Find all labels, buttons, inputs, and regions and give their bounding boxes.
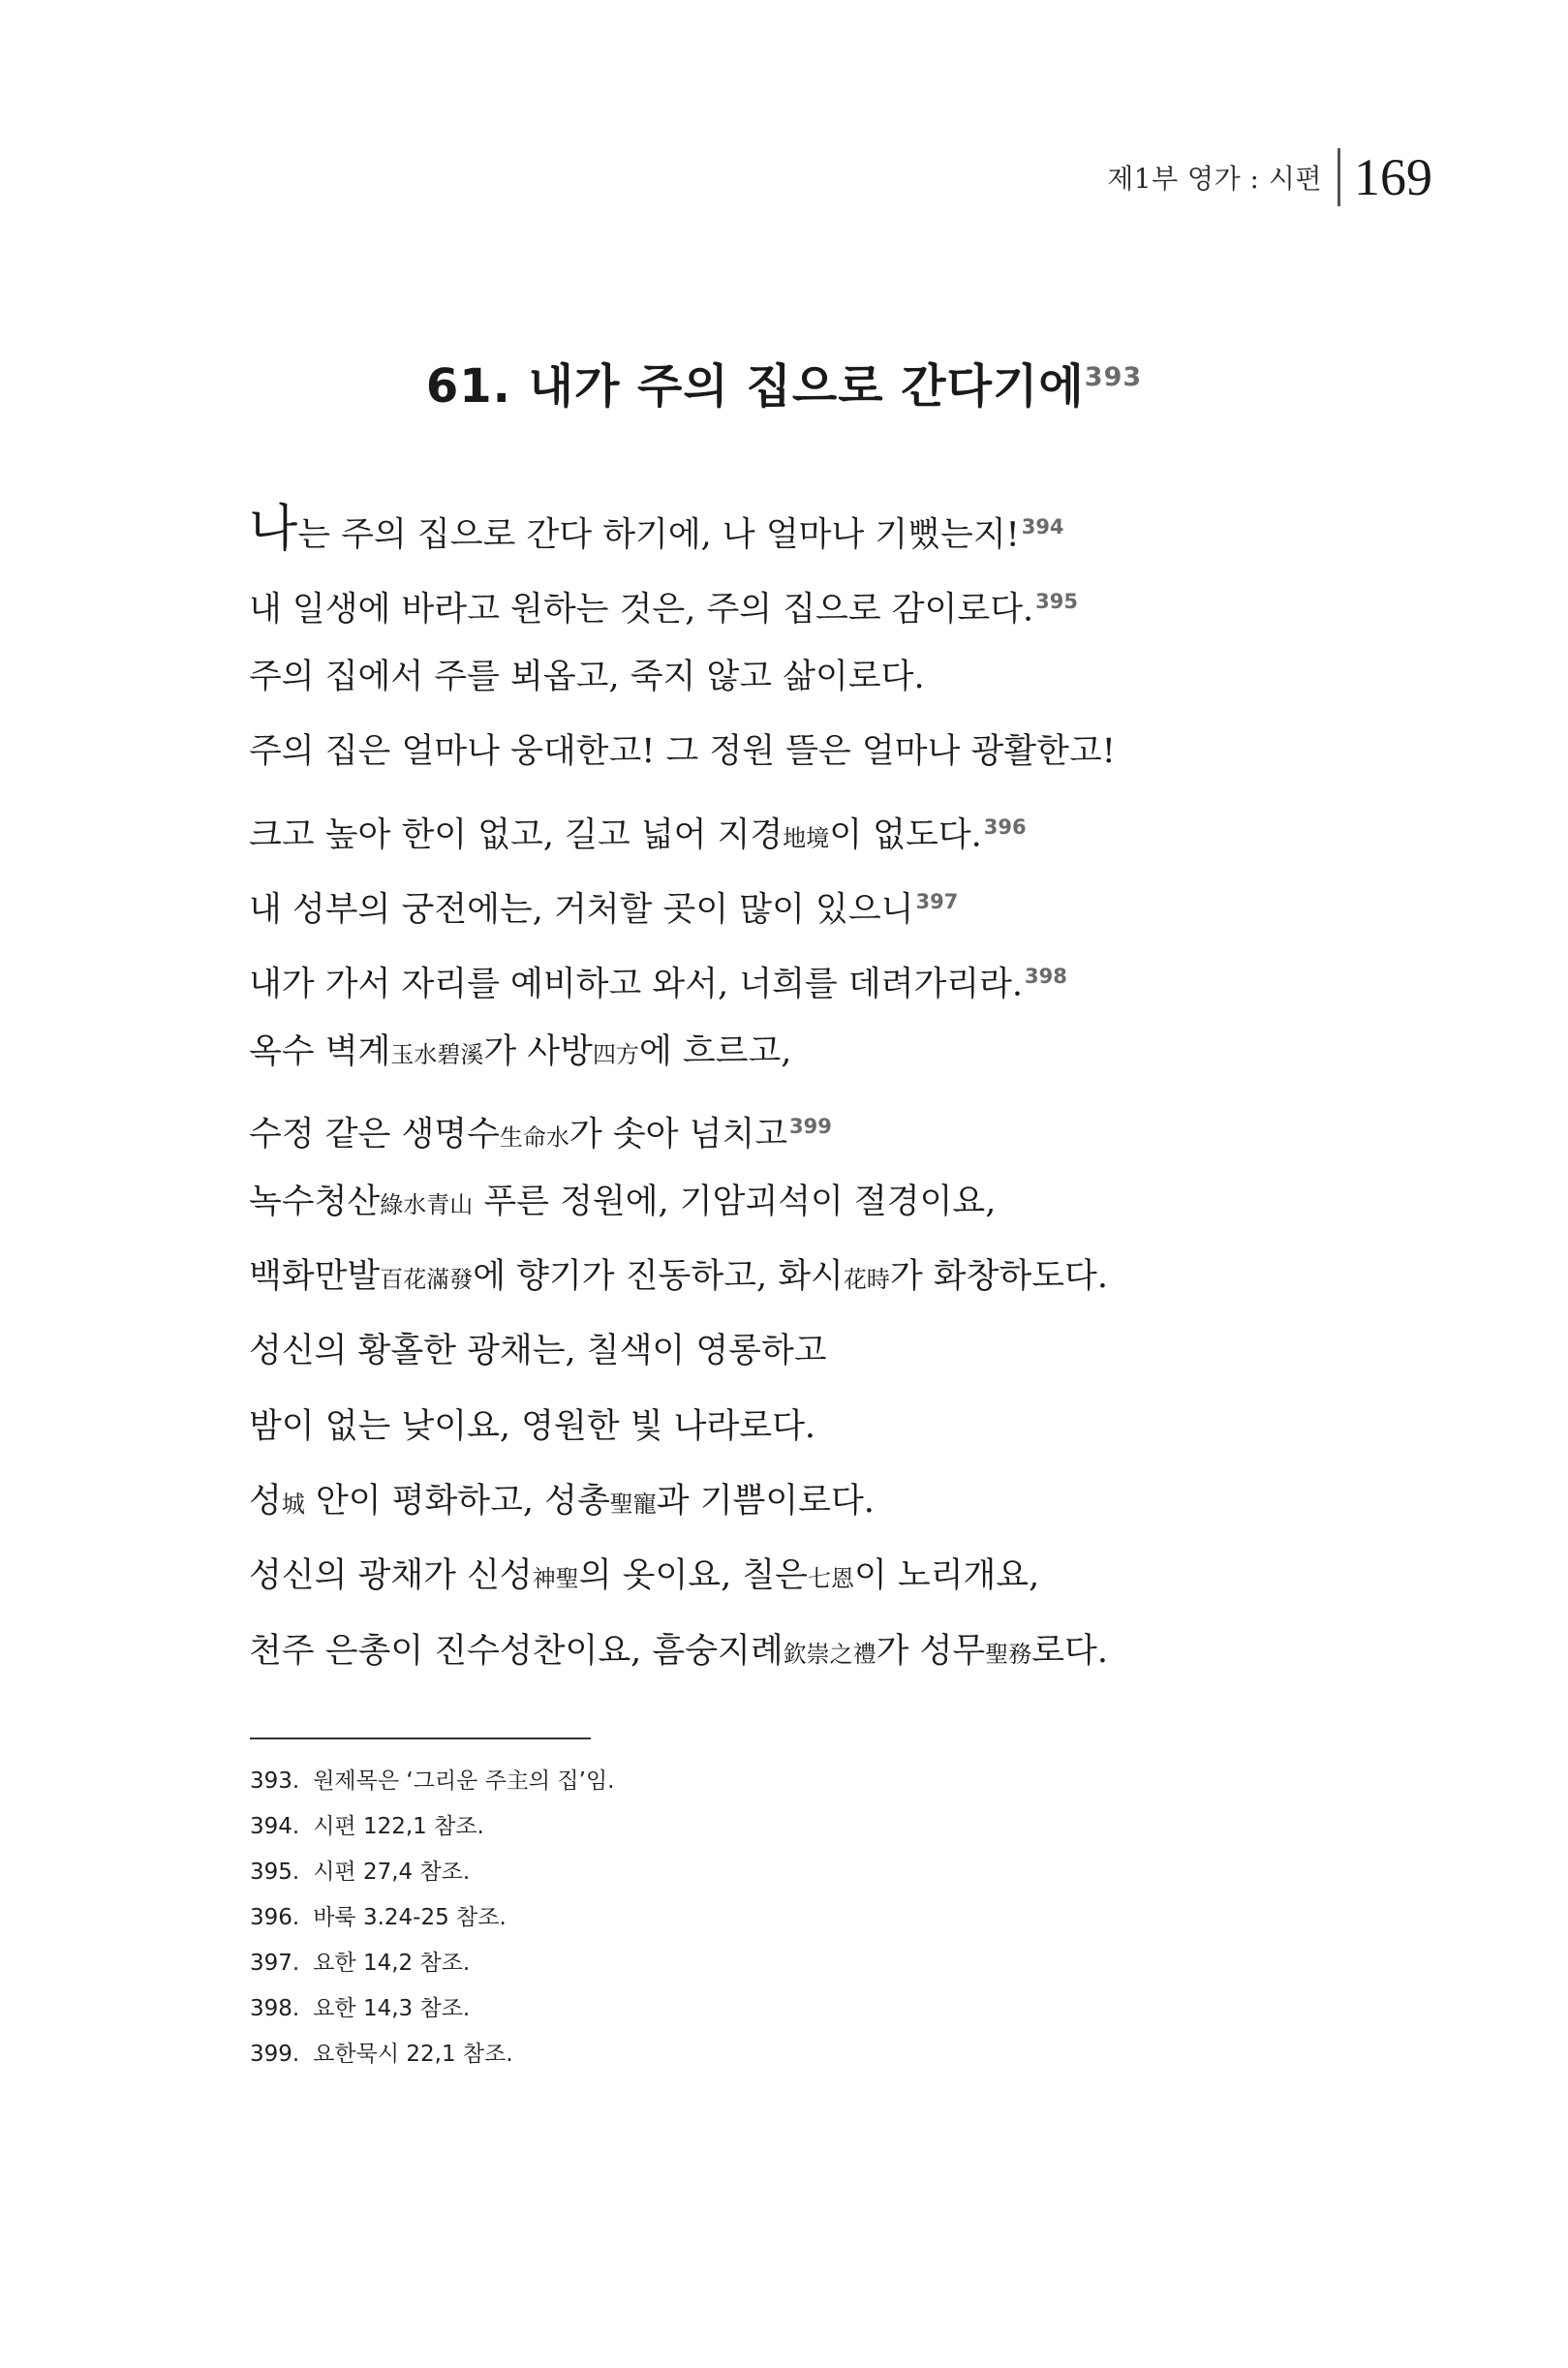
poem-text: 백화만발 [249,1256,381,1296]
poem-line [249,1390,1372,1464]
footnote-ref: 399 [789,1115,832,1139]
poem-title [0,349,1568,415]
footnote [250,1895,1315,1941]
footnote-ref: 397 [915,889,959,913]
footnote-number: 399. [250,2042,300,2067]
poem-title-text: 61. 내가 주의 집으로 간다기에 [425,359,1085,414]
footnote-ref: 396 [983,815,1027,839]
footnote-text: 바룩 3.24-25 참조. [313,1905,507,1930]
footnote-text: 요한묵시 22,1 참조. [313,2042,513,2067]
poem-text: 가 사방 [483,1031,593,1071]
footnote-text: 원제목은 ‘그리운 주主의 집’임. [313,1768,615,1794]
footnote-text: 요한 14,2 참조. [313,1951,471,1976]
hanja-gloss: 綠水青山 [380,1190,474,1218]
footnote-ref: 394 [1021,515,1064,538]
poem-line [249,790,1372,865]
footnote-number: 395. [250,1860,300,1885]
poem-text: 성신의 황홀한 광채는, 칠색이 영롱하고 [249,1332,827,1371]
footnote [250,1986,1315,2032]
poem-line [249,1464,1372,1539]
poem-line [249,1015,1372,1090]
poem-text: 는 주의 집으로 간다 하기에, 나 얼마나 기뻤는지! [297,515,1020,555]
poem-text: 로다. [1031,1631,1108,1671]
poem-line [249,865,1372,939]
poem-text: 밤이 없는 낮이요, 영원한 빛 나라로다. [249,1406,816,1446]
hanja-gloss: 四方 [592,1040,639,1068]
hanja-gloss: 聖寵 [609,1491,657,1519]
poem-text: 녹수청산 [249,1182,381,1221]
poem-text: 내가 가서 자리를 예비하고 와서, 너희를 데려가리라. [249,966,1024,1004]
poem-text: 안이 평화하고, 성총 [304,1482,610,1522]
running-header [1107,147,1432,207]
footnote-ref: 395 [1035,590,1078,614]
poem-body [249,490,1372,1689]
hanja-gloss: 花時 [843,1265,890,1293]
footnote-number: 393. [250,1768,300,1794]
poem-text: 수정 같은 생명수 [249,1115,500,1154]
footnotes [250,1759,1315,2077]
footnote-text: 시편 122,1 참조. [313,1814,484,1839]
poem-text: 가 성무 [876,1631,986,1671]
poem-line [249,1539,1372,1614]
footnote [250,1759,1315,1804]
hanja-gloss: 七恩 [807,1565,854,1593]
poem-line [249,1615,1372,1689]
poem-line [249,1240,1372,1314]
poem-text: 내 일생에 바라고 원하는 것은, 주의 집으로 감이로다. [249,591,1034,630]
footnote [250,1941,1315,1986]
poem-text: 에 향기가 진동하고, 화시 [473,1256,844,1296]
poem-line [249,640,1372,715]
hanja-gloss: 欽崇之禮 [783,1640,876,1668]
footnote [250,1804,1315,1850]
poem-line [249,1314,1372,1389]
hanja-gloss: 神聖 [532,1565,579,1593]
header-section-title: 제1부 영가 : 시편 [1107,163,1322,195]
poem-text: 주의 집은 얼마나 웅대한고! 그 정원 뜰은 얼마나 광활한고! [249,732,1116,772]
poem-line [249,1165,1372,1240]
hanja-gloss: 聖務 [985,1640,1032,1668]
footnote-ref: 398 [1025,965,1067,989]
poem-text: 이 노리개요, [853,1556,1040,1596]
poem-text: 의 옷이요, 칠은 [578,1556,808,1596]
drop-cap: 나 [249,500,298,559]
poem-text: 옥수 벽계 [249,1031,391,1071]
poem-text: 가 화창하도다. [889,1256,1108,1296]
poem-text: 성 [249,1482,282,1522]
footnote [250,1850,1315,1895]
footnote-number: 396. [250,1905,300,1930]
footnote-ref: 393 [1084,362,1143,392]
footnote-text: 요한 14,3 참조. [313,1996,471,2021]
poem-text: 크고 높아 한이 없고, 길고 넓어 지경 [249,815,784,855]
hanja-gloss: 百花滿發 [380,1265,474,1293]
poem-line [249,715,1372,789]
poem-line [249,1090,1372,1164]
poem-text: 성신의 광채가 신성 [249,1556,533,1596]
header-divider [1337,148,1340,206]
poem-text: 에 흐르고, [638,1031,792,1071]
poem-text: 내 성부의 궁전에는, 거처할 곳이 많이 있으니 [249,890,914,930]
poem-text: 과 기쁨이로다. [656,1482,875,1522]
poem-text: 이 없도다. [829,815,982,855]
poem-line [249,939,1372,1014]
poem-line [249,490,1372,565]
hanja-gloss: 生命水 [499,1123,569,1152]
hanja-gloss: 玉水碧溪 [390,1040,484,1068]
poem-text: 가 솟아 넘치고 [569,1115,788,1154]
poem-line [249,565,1372,639]
footnote-number: 397. [250,1951,300,1976]
hanja-gloss: 城 [281,1491,305,1519]
footnote-number: 398. [250,1996,300,2021]
hanja-gloss: 地境 [783,824,830,852]
poem-text: 주의 집에서 주를 뵈옵고, 죽지 않고 삶이로다. [249,657,925,696]
footnote-text: 시편 27,4 참조. [313,1860,471,1885]
footnote-separator [250,1738,591,1739]
poem-text: 천주 은총이 진수성찬이요, 흠숭지례 [249,1631,784,1671]
page-number: 169 [1354,148,1432,206]
footnote [250,2032,1315,2077]
footnote-number: 394. [250,1814,300,1839]
poem-text: 푸른 정원에, 기암괴석이 절경이요, [473,1182,997,1221]
